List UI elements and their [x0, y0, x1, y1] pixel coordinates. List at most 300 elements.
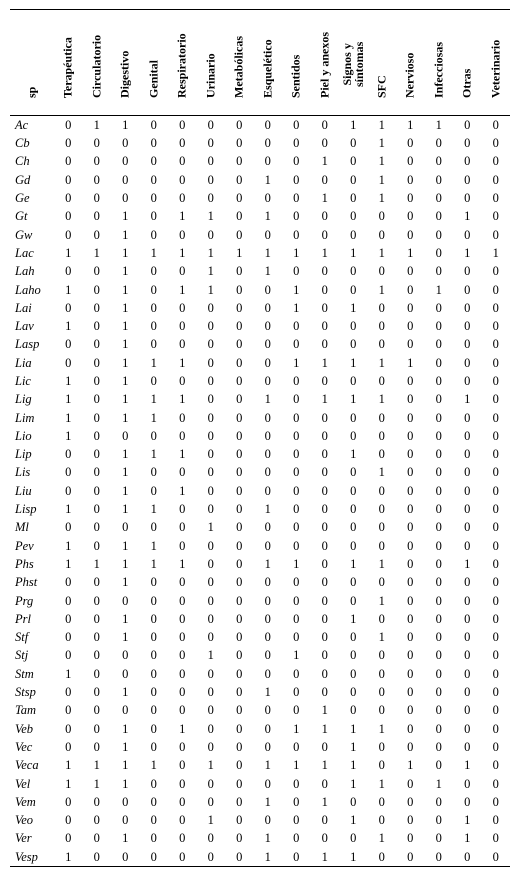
value-cell: 0	[407, 300, 414, 315]
value-cell: 0	[321, 556, 328, 571]
value-cell: 0	[464, 355, 471, 370]
value-cell: 0	[179, 758, 186, 773]
table-row	[10, 793, 510, 811]
value-cell: 0	[65, 172, 72, 187]
table-row	[10, 829, 510, 847]
value-cell: 0	[65, 813, 72, 828]
value-cell: 0	[435, 300, 442, 315]
value-cell: 1	[179, 721, 186, 736]
value-cell: 0	[236, 209, 243, 224]
value-cell: 0	[492, 520, 499, 535]
value-cell: 0	[492, 374, 499, 388]
value-cell: 0	[378, 410, 385, 425]
value-cell: 0	[293, 593, 300, 608]
value-cell: 0	[179, 154, 186, 169]
value-cell: 0	[350, 520, 357, 535]
value-cell: 0	[293, 611, 300, 626]
value-cell: 1	[122, 374, 129, 388]
value-cell: 1	[122, 575, 129, 590]
value-cell: 0	[350, 154, 357, 169]
value-cell: 1	[378, 172, 385, 187]
value-cell: 0	[407, 721, 414, 736]
value-cell: 0	[150, 813, 157, 828]
value-cell: 1	[122, 831, 129, 846]
table-row	[10, 280, 510, 298]
value-cell: 0	[350, 374, 357, 388]
species-code-cell: Phst	[15, 575, 38, 590]
species-code-cell: Vem	[15, 794, 36, 809]
value-cell: 0	[93, 209, 100, 224]
value-cell: 1	[321, 245, 328, 260]
value-cell: 0	[93, 593, 100, 608]
value-cell: 0	[464, 776, 471, 791]
value-cell: 0	[179, 575, 186, 590]
value-cell: 0	[378, 758, 385, 773]
value-cell: 0	[236, 776, 243, 791]
column-header-wrap	[396, 11, 425, 115]
value-cell: 1	[464, 245, 471, 260]
value-cell: 1	[150, 355, 157, 370]
value-cell: 0	[293, 410, 300, 425]
value-cell: 0	[350, 282, 357, 297]
column-header-wrap	[254, 11, 283, 115]
value-cell: 1	[293, 721, 300, 736]
value-cell: 0	[435, 758, 442, 773]
value-cell: 0	[179, 465, 186, 480]
value-cell: 0	[321, 630, 328, 645]
value-cell: 0	[435, 483, 442, 498]
species-code-cell: Tam	[15, 703, 37, 718]
column-header-label: sp	[24, 86, 39, 98]
value-cell: 0	[435, 136, 442, 151]
value-cell: 0	[321, 685, 328, 700]
value-cell: 0	[321, 813, 328, 828]
value-cell: 0	[150, 374, 157, 388]
value-cell: 1	[207, 813, 214, 828]
value-cell: 0	[236, 282, 243, 297]
value-cell: 0	[150, 319, 157, 334]
value-cell: 0	[93, 721, 100, 736]
value-cell: 0	[207, 410, 214, 425]
value-cell: 1	[207, 264, 214, 279]
value-cell: 0	[207, 685, 214, 700]
value-cell: 0	[236, 264, 243, 279]
value-cell: 0	[179, 739, 186, 754]
value-cell: 1	[350, 118, 357, 132]
value-cell: 0	[179, 410, 186, 425]
value-cell: 0	[65, 118, 72, 132]
value-cell: 0	[464, 538, 471, 553]
value-cell: 0	[378, 538, 385, 553]
value-cell: 1	[435, 118, 442, 132]
value-cell: 0	[293, 831, 300, 846]
column-header-label: SFC	[374, 75, 389, 98]
value-cell: 0	[407, 447, 414, 462]
value-cell: 0	[464, 172, 471, 187]
value-cell: 0	[150, 831, 157, 846]
value-cell: 1	[264, 264, 271, 279]
value-cell: 0	[122, 191, 129, 206]
value-cell: 1	[122, 282, 129, 297]
value-cell: 1	[122, 447, 129, 462]
value-cell: 0	[236, 813, 243, 828]
value-cell: 0	[65, 191, 72, 206]
value-cell: 0	[464, 666, 471, 681]
value-cell: 0	[236, 355, 243, 370]
value-cell: 0	[150, 776, 157, 791]
value-cell: 0	[122, 428, 129, 443]
value-cell: 0	[236, 337, 243, 352]
value-cell: 1	[407, 118, 414, 132]
column-header-wrap	[197, 11, 226, 115]
value-cell: 0	[492, 337, 499, 352]
value-cell: 0	[207, 666, 214, 681]
value-cell: 0	[150, 118, 157, 132]
column-header-wrap	[168, 11, 197, 115]
value-cell: 0	[65, 447, 72, 462]
value-cell: 0	[293, 630, 300, 645]
value-cell: 1	[293, 245, 300, 260]
value-cell: 0	[407, 794, 414, 809]
value-cell: 0	[293, 794, 300, 809]
value-cell: 0	[179, 502, 186, 517]
column-header-wrap	[54, 11, 83, 115]
value-cell: 0	[207, 465, 214, 480]
table-row	[10, 720, 510, 738]
value-cell: 0	[435, 703, 442, 718]
value-cell: 0	[492, 447, 499, 462]
column-header	[54, 10, 83, 116]
column-header-label: Genital	[146, 60, 161, 98]
column-header-label: Circulatorio	[89, 34, 104, 98]
table-row	[10, 610, 510, 628]
value-cell: 1	[122, 319, 129, 334]
value-cell: 0	[122, 794, 129, 809]
value-cell: 0	[150, 648, 157, 663]
value-cell: 0	[65, 300, 72, 315]
value-cell: 1	[264, 556, 271, 571]
value-cell: 0	[293, 374, 300, 388]
value-cell: 0	[65, 136, 72, 151]
value-cell: 0	[321, 337, 328, 352]
column-header	[368, 10, 397, 116]
value-cell: 1	[65, 392, 72, 407]
value-cell: 1	[207, 520, 214, 535]
value-cell: 0	[93, 575, 100, 590]
species-code-cell: Stj	[15, 648, 29, 663]
value-cell: 0	[321, 410, 328, 425]
value-cell: 0	[93, 264, 100, 279]
value-cell: 0	[435, 630, 442, 645]
value-cell: 1	[150, 392, 157, 407]
table-row	[10, 189, 510, 207]
value-cell: 0	[207, 154, 214, 169]
value-cell: 1	[321, 721, 328, 736]
value-cell: 0	[492, 739, 499, 754]
value-cell: 0	[321, 264, 328, 279]
value-cell: 0	[378, 300, 385, 315]
value-cell: 0	[264, 428, 271, 443]
value-cell: 1	[378, 118, 385, 132]
table-row	[10, 317, 510, 335]
table-row	[10, 262, 510, 280]
value-cell: 0	[207, 611, 214, 626]
value-cell: 0	[236, 703, 243, 718]
value-cell: 1	[464, 831, 471, 846]
value-cell: 0	[264, 191, 271, 206]
species-code-cell: Lav	[15, 319, 34, 334]
table-row	[10, 445, 510, 463]
value-cell: 1	[378, 136, 385, 151]
value-cell: 0	[464, 337, 471, 352]
value-cell: 0	[122, 520, 129, 535]
species-code-cell: Lai	[15, 300, 32, 315]
value-cell: 1	[378, 191, 385, 206]
value-cell: 0	[378, 319, 385, 334]
value-cell: 0	[435, 319, 442, 334]
value-cell: 0	[93, 538, 100, 553]
value-cell: 0	[293, 776, 300, 791]
value-cell: 0	[93, 136, 100, 151]
species-category-table-container	[10, 9, 510, 867]
value-cell: 1	[293, 300, 300, 315]
value-cell: 0	[407, 191, 414, 206]
value-cell: 0	[122, 154, 129, 169]
table-row	[10, 701, 510, 719]
value-cell: 0	[122, 813, 129, 828]
value-cell: 1	[350, 721, 357, 736]
value-cell: 1	[65, 776, 72, 791]
value-cell: 0	[435, 172, 442, 187]
table-row	[10, 628, 510, 646]
value-cell: 0	[464, 264, 471, 279]
value-cell: 0	[350, 172, 357, 187]
value-cell: 1	[179, 483, 186, 498]
value-cell: 0	[179, 776, 186, 791]
column-header-label: Otras	[459, 68, 474, 98]
value-cell: 0	[464, 685, 471, 700]
value-cell: 0	[321, 428, 328, 443]
value-cell: 1	[65, 538, 72, 553]
value-cell: 1	[207, 245, 214, 260]
value-cell: 0	[350, 575, 357, 590]
value-cell: 0	[264, 300, 271, 315]
table-row	[10, 390, 510, 408]
value-cell: 0	[407, 483, 414, 498]
species-code-cell: Vec	[15, 739, 33, 754]
table-row	[10, 500, 510, 518]
value-cell: 1	[350, 392, 357, 407]
value-cell: 0	[207, 593, 214, 608]
species-code-cell: Lis	[15, 465, 31, 480]
value-cell: 0	[179, 227, 186, 242]
value-cell: 0	[236, 154, 243, 169]
value-cell: 0	[207, 831, 214, 846]
value-cell: 1	[54, 848, 83, 867]
value-cell: 0	[293, 264, 300, 279]
value-cell: 0	[464, 611, 471, 626]
value-cell: 1	[65, 666, 72, 681]
species-code-cell: Gw	[15, 227, 33, 242]
value-cell: 1	[65, 282, 72, 297]
value-cell: 0	[150, 154, 157, 169]
value-cell: 1	[65, 319, 72, 334]
value-cell: 0	[293, 337, 300, 352]
value-cell: 1	[350, 611, 357, 626]
value-cell: 0	[464, 300, 471, 315]
value-cell: 0	[293, 666, 300, 681]
value-cell: 1	[435, 776, 442, 791]
value-cell: 1	[179, 209, 186, 224]
table-row	[10, 335, 510, 353]
value-cell: 0	[321, 538, 328, 553]
value-cell: 0	[464, 154, 471, 169]
value-cell: 0	[93, 300, 100, 315]
value-cell: 0	[150, 575, 157, 590]
value-cell: 0	[207, 447, 214, 462]
value-cell: 0	[350, 410, 357, 425]
value-cell: 0	[407, 227, 414, 242]
species-code-cell: Stm	[15, 666, 34, 681]
species-code-cell: Ch	[15, 154, 30, 169]
value-cell: 0	[225, 848, 254, 867]
value-cell: 0	[93, 227, 100, 242]
value-cell: 0	[93, 630, 100, 645]
value-cell: 0	[264, 611, 271, 626]
column-header-wrap	[282, 11, 311, 115]
value-cell: 0	[464, 703, 471, 718]
table-row	[10, 372, 510, 390]
value-cell: 0	[207, 355, 214, 370]
value-cell: 0	[350, 593, 357, 608]
value-cell: 0	[378, 648, 385, 663]
value-cell: 0	[236, 118, 243, 132]
species-code-cell: Vel	[15, 776, 31, 791]
value-cell: 0	[492, 172, 499, 187]
value-cell: 0	[207, 776, 214, 791]
value-cell: 0	[492, 794, 499, 809]
value-cell: 0	[321, 447, 328, 462]
value-cell: 1	[321, 794, 328, 809]
value-cell: 0	[321, 300, 328, 315]
value-cell: 1	[293, 758, 300, 773]
value-cell: 0	[150, 483, 157, 498]
table-row	[10, 427, 510, 445]
column-header	[482, 10, 511, 116]
value-cell: 0	[492, 118, 499, 132]
value-cell: 0	[435, 556, 442, 571]
value-cell: 0	[150, 703, 157, 718]
value-cell: 0	[378, 685, 385, 700]
value-cell: 0	[492, 813, 499, 828]
value-cell: 0	[207, 300, 214, 315]
value-cell: 0	[236, 794, 243, 809]
column-header-label: Veterinario	[488, 39, 503, 98]
value-cell: 0	[492, 264, 499, 279]
value-cell: 0	[350, 191, 357, 206]
value-cell: 0	[435, 721, 442, 736]
value-cell: 0	[207, 191, 214, 206]
value-cell: 0	[207, 118, 214, 132]
value-cell: 0	[236, 611, 243, 626]
value-cell: 0	[93, 191, 100, 206]
value-cell: 0	[236, 502, 243, 517]
table-header	[10, 10, 510, 116]
value-cell: 1	[264, 502, 271, 517]
column-header	[282, 10, 311, 116]
value-cell: 0	[321, 118, 328, 132]
value-cell: 0	[111, 848, 140, 867]
value-cell: 1	[311, 848, 340, 867]
value-cell: 1	[350, 813, 357, 828]
species-code-cell: Gd	[15, 172, 31, 187]
value-cell: 1	[264, 685, 271, 700]
column-header	[311, 10, 340, 116]
value-cell: 0	[492, 630, 499, 645]
value-cell: 0	[179, 319, 186, 334]
column-header-label: Signos y síntomas	[340, 41, 367, 87]
species-code-cell: Ver	[15, 831, 32, 846]
value-cell: 0	[464, 483, 471, 498]
value-cell: 1	[122, 264, 129, 279]
value-cell: 0	[236, 538, 243, 553]
value-cell: 1	[264, 209, 271, 224]
value-cell: 1	[122, 538, 129, 553]
value-cell: 0	[435, 245, 442, 260]
value-cell: 0	[321, 776, 328, 791]
value-cell: 0	[407, 374, 414, 388]
species-code-cell: Stf	[15, 630, 29, 645]
value-cell: 0	[435, 465, 442, 480]
value-cell: 1	[378, 355, 385, 370]
column-header	[168, 10, 197, 116]
value-cell: 0	[264, 648, 271, 663]
value-cell: 0	[264, 227, 271, 242]
table-row	[10, 463, 510, 481]
value-cell: 1	[293, 282, 300, 297]
value-cell: 1	[407, 355, 414, 370]
value-cell: 0	[350, 227, 357, 242]
value-cell: 0	[236, 465, 243, 480]
value-cell: 0	[264, 630, 271, 645]
value-cell: 0	[264, 374, 271, 388]
value-cell: 1	[464, 813, 471, 828]
value-cell: 0	[321, 666, 328, 681]
value-cell: 0	[179, 520, 186, 535]
value-cell: 0	[293, 392, 300, 407]
value-cell: 0	[179, 428, 186, 443]
column-header	[254, 10, 283, 116]
column-header-wrap	[10, 11, 54, 115]
value-cell: 1	[464, 209, 471, 224]
value-cell: 0	[350, 666, 357, 681]
column-header-wrap	[482, 11, 511, 115]
value-cell: 0	[464, 282, 471, 297]
value-cell: 0	[435, 739, 442, 754]
table-row	[10, 848, 510, 867]
value-cell: 0	[207, 703, 214, 718]
value-cell: 0	[179, 648, 186, 663]
value-cell: 0	[293, 520, 300, 535]
value-cell: 0	[435, 813, 442, 828]
value-cell: 1	[122, 721, 129, 736]
value-cell: 0	[350, 703, 357, 718]
value-cell: 0	[179, 611, 186, 626]
value-cell: 0	[236, 593, 243, 608]
value-cell: 0	[179, 630, 186, 645]
value-cell: 0	[435, 337, 442, 352]
value-cell: 0	[407, 282, 414, 297]
